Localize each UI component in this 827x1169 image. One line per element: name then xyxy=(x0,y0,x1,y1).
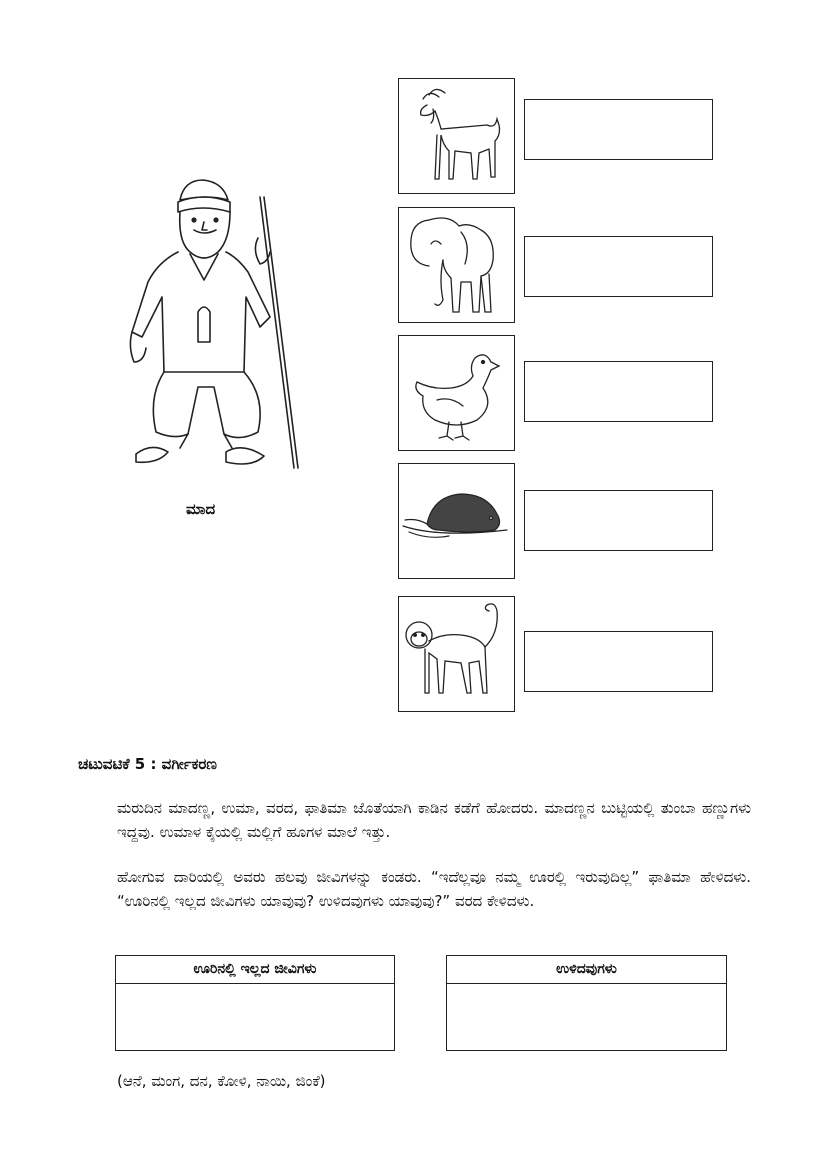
animal-box-mole xyxy=(398,463,515,579)
word-hint: (ಆನೆ, ಮಂಗ, ದನ, ಕೋಳಿ, ನಾಯಿ, ಜಿಂಕೆ) xyxy=(117,1072,326,1090)
animal-box-duck xyxy=(398,335,515,451)
farmer-illustration xyxy=(118,172,308,477)
animal-box-elephant xyxy=(398,207,515,323)
table-right-header: ಉಳಿದವುಗಳು xyxy=(447,956,726,984)
table-not-in-village xyxy=(115,955,395,1051)
table-right-answer-area[interactable] xyxy=(447,984,726,1050)
mole-icon xyxy=(399,464,514,577)
duck-icon xyxy=(399,336,514,449)
answer-box-duck[interactable] xyxy=(524,361,713,422)
paragraph-2: ಹೋಗುವ ದಾರಿಯಲ್ಲಿ ಅವರು ಹಲವು ಜೀವಿಗಳನ್ನು ಕಂಡರು. “ಇದೆಲ್ಲವೂ ನಮ್ಮ ಊರಲ್ಲಿ ಇರುವುದಿಲ್ಲ” ಫಾತಿಮಾ ಹೇಳಿದಳು. “ಊರಿನಲ್ಲಿ ಇಲ್ಲದ ಜೀವಿಗಳು ಯಾವುವು? ಉಳಿದವುಗಳು ಯಾವುವು?” ವರದ ಕೇಳಿದಳು. xyxy=(117,868,751,910)
figure-caption: ಮಾದ xyxy=(186,500,216,518)
answer-box-monkey[interactable] xyxy=(524,631,713,692)
table-others xyxy=(446,955,727,1051)
elephant-icon xyxy=(399,208,514,321)
activity-title: ಚಟುವಟಿಕೆ 5 : ವರ್ಗೀಕರಣ xyxy=(78,755,217,773)
answer-box-goat[interactable] xyxy=(524,99,713,160)
animal-box-goat xyxy=(398,78,515,194)
answer-box-elephant[interactable] xyxy=(524,236,713,297)
table-left-header: ಊರಿನಲ್ಲಿ ಇಲ್ಲದ ಜೀವಿಗಳು xyxy=(116,956,394,984)
paragraph-1: ಮರುದಿನ ಮಾದಣ್ಣ, ಉಮಾ, ವರದ, ಫಾತಿಮಾ ಜೊತೆಯಾಗಿ ಕಾಡಿನ ಕಡೆಗೆ ಹೋದರು. ಮಾದಣ್ಣನ ಬುಟ್ಟಿಯಲ್ಲಿ ತುಂಬಾ ಹಣ್ಣುಗಳು ಇದ್ದವು. ಉಮಾಳ ಕೈಯಲ್ಲಿ ಮಲ್ಲಿಗೆ ಹೂಗಳ ಮಾಲೆ ಇತ್ತು. xyxy=(117,799,751,841)
table-left-answer-area[interactable] xyxy=(116,984,394,1050)
monkey-icon xyxy=(399,597,514,710)
animal-box-monkey xyxy=(398,596,515,712)
goat-icon xyxy=(399,79,514,192)
answer-box-mole[interactable] xyxy=(524,490,713,551)
